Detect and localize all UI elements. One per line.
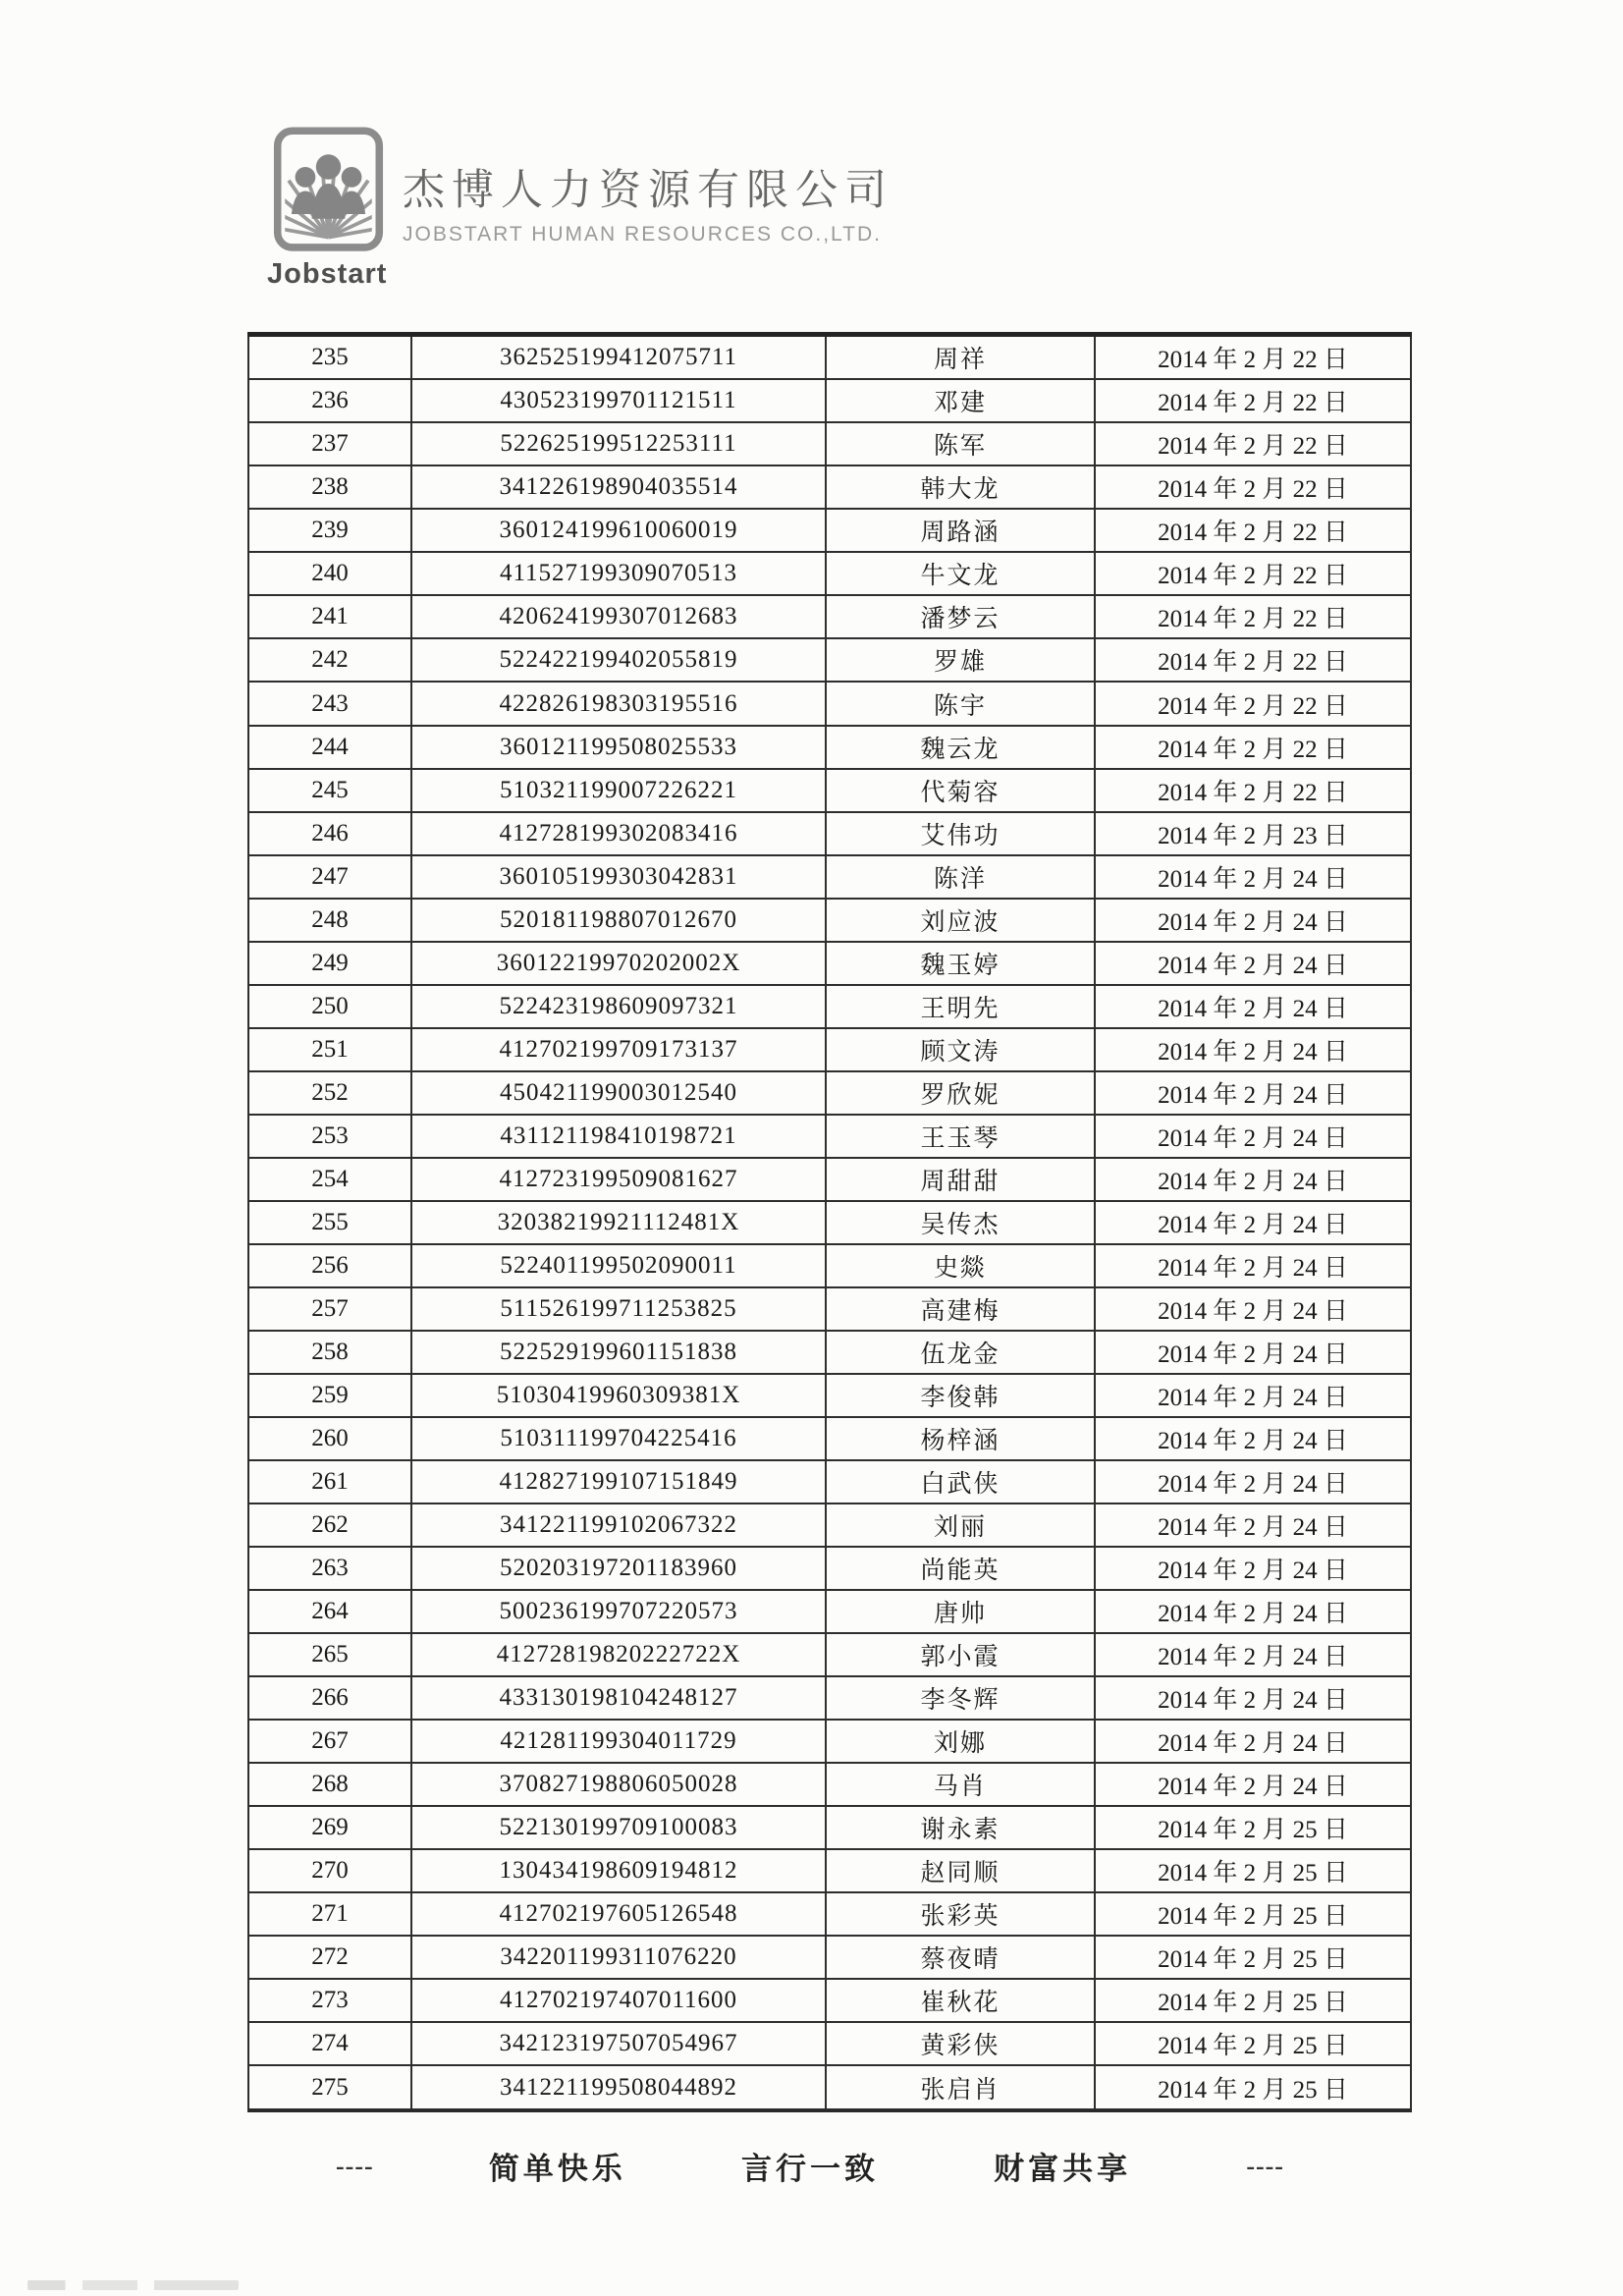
id-number-cell: 522130199709100083: [411, 1806, 826, 1849]
table-row: [248, 1417, 1411, 1460]
name-cell: 潘梦云: [826, 595, 1095, 638]
name-cell: 张彩英: [826, 1892, 1095, 1936]
id-number-cell: 433130198104248127: [411, 1676, 826, 1720]
row-number-cell: 251: [248, 1028, 411, 1071]
slogan-words-deeds: 言行一致: [740, 2152, 879, 2186]
row-number-cell: 237: [248, 422, 411, 465]
row-number-cell: 253: [248, 1115, 411, 1158]
scan-artifact: [27, 2280, 239, 2290]
table-row: [248, 1244, 1411, 1287]
id-number-cell: 341221199508044892: [411, 2065, 826, 2110]
table-row: [248, 899, 1411, 942]
id-number-cell: 522625199512253111: [411, 422, 826, 465]
jobstart-logo-icon: [273, 126, 384, 256]
row-number-cell: 243: [248, 682, 411, 725]
name-cell: 李冬辉: [826, 1676, 1095, 1720]
date-cell: 2014 年 2 月 24 日: [1095, 1720, 1411, 1763]
date-cell: 2014 年 2 月 22 日: [1095, 682, 1411, 725]
table-row: [248, 1115, 1411, 1158]
table-row: [248, 985, 1411, 1028]
row-number-cell: 267: [248, 1720, 411, 1763]
id-number-cell: 412702199709173137: [411, 1028, 826, 1071]
row-number-cell: 261: [248, 1460, 411, 1503]
row-number-cell: 256: [248, 1244, 411, 1287]
table-row: [248, 942, 1411, 985]
date-cell: 2014 年 2 月 25 日: [1095, 1979, 1411, 2022]
id-number-cell: 500236199707220573: [411, 1590, 826, 1633]
id-number-cell: 510311199704225416: [411, 1417, 826, 1460]
date-cell: 2014 年 2 月 22 日: [1095, 465, 1411, 509]
name-cell: 顾文涛: [826, 1028, 1095, 1071]
id-number-cell: 36012219970202002X: [411, 942, 826, 985]
company-name-block: [403, 157, 893, 246]
row-number-cell: 263: [248, 1547, 411, 1590]
table-row: [248, 1201, 1411, 1244]
footer-slogans: [336, 2144, 1284, 2188]
date-cell: 2014 年 2 月 22 日: [1095, 552, 1411, 595]
id-number-cell: 342201199311076220: [411, 1936, 826, 1979]
id-number-cell: 412702197605126548: [411, 1892, 826, 1936]
id-number-cell: 522423198609097321: [411, 985, 826, 1028]
row-number-cell: 248: [248, 899, 411, 942]
date-cell: 2014 年 2 月 25 日: [1095, 2065, 1411, 2110]
date-cell: 2014 年 2 月 24 日: [1095, 1763, 1411, 1806]
table-row: [248, 2022, 1411, 2065]
name-cell: 刘丽: [826, 1503, 1095, 1547]
name-cell: 王玉琴: [826, 1115, 1095, 1158]
row-number-cell: 271: [248, 1892, 411, 1936]
name-cell: 代菊容: [826, 769, 1095, 812]
name-cell: 黄彩侠: [826, 2022, 1095, 2065]
logo-wordmark: Jobstart: [267, 258, 388, 290]
name-cell: 罗雄: [826, 638, 1095, 682]
date-cell: 2014 年 2 月 22 日: [1095, 726, 1411, 769]
date-cell: 2014 年 2 月 24 日: [1095, 1374, 1411, 1417]
name-cell: 高建梅: [826, 1287, 1095, 1331]
name-cell: 王明先: [826, 985, 1095, 1028]
id-number-cell: 362525199412075711: [411, 335, 826, 380]
roster-table: [247, 332, 1402, 2112]
date-cell: 2014 年 2 月 24 日: [1095, 1287, 1411, 1331]
row-number-cell: 262: [248, 1503, 411, 1547]
id-number-cell: 422826198303195516: [411, 682, 826, 725]
date-cell: 2014 年 2 月 24 日: [1095, 985, 1411, 1028]
row-number-cell: 255: [248, 1201, 411, 1244]
roster-table-body: [248, 335, 1411, 2111]
table-row: [248, 422, 1411, 465]
table-row: [248, 1028, 1411, 1071]
name-cell: 陈宇: [826, 682, 1095, 725]
table-row: [248, 682, 1411, 725]
row-number-cell: 246: [248, 812, 411, 855]
row-number-cell: 241: [248, 595, 411, 638]
date-cell: 2014 年 2 月 24 日: [1095, 1590, 1411, 1633]
company-name-chinese: 杰博人力资源有限公司: [403, 168, 893, 214]
name-cell: 魏玉婷: [826, 942, 1095, 985]
row-number-cell: 236: [248, 379, 411, 422]
row-number-cell: 272: [248, 1936, 411, 1979]
id-number-cell: 412702197407011600: [411, 1979, 826, 2022]
name-cell: 周路涵: [826, 509, 1095, 552]
row-number-cell: 260: [248, 1417, 411, 1460]
row-number-cell: 254: [248, 1158, 411, 1201]
date-cell: 2014 年 2 月 24 日: [1095, 1201, 1411, 1244]
table-row: [248, 595, 1411, 638]
name-cell: 谢永素: [826, 1806, 1095, 1849]
name-cell: 郭小霞: [826, 1633, 1095, 1676]
table-row: [248, 1331, 1411, 1374]
company-name-english: JOBSTART HUMAN RESOURCES CO.,LTD.: [403, 223, 882, 246]
table-row: [248, 552, 1411, 595]
table-row: [248, 509, 1411, 552]
slogan-dash-left: ----: [336, 2151, 374, 2180]
date-cell: 2014 年 2 月 24 日: [1095, 1547, 1411, 1590]
id-number-cell: 412827199107151849: [411, 1460, 826, 1503]
row-number-cell: 259: [248, 1374, 411, 1417]
row-number-cell: 270: [248, 1849, 411, 1892]
date-cell: 2014 年 2 月 23 日: [1095, 812, 1411, 855]
date-cell: 2014 年 2 月 25 日: [1095, 1806, 1411, 1849]
row-number-cell: 245: [248, 769, 411, 812]
name-cell: 白武侠: [826, 1460, 1095, 1503]
id-number-cell: 411527199309070513: [411, 552, 826, 595]
table-row: [248, 1071, 1411, 1115]
company-logo: [267, 126, 390, 291]
slogan-dash-right: ----: [1246, 2151, 1284, 2180]
id-number-cell: 412728199302083416: [411, 812, 826, 855]
date-cell: 2014 年 2 月 22 日: [1095, 379, 1411, 422]
id-number-cell: 522529199601151838: [411, 1331, 826, 1374]
row-number-cell: 258: [248, 1331, 411, 1374]
name-cell: 张启肖: [826, 2065, 1095, 2110]
row-number-cell: 265: [248, 1633, 411, 1676]
table-row: [248, 1547, 1411, 1590]
id-number-cell: 511526199711253825: [411, 1287, 826, 1331]
row-number-cell: 275: [248, 2065, 411, 2110]
id-number-cell: 341226198904035514: [411, 465, 826, 509]
date-cell: 2014 年 2 月 25 日: [1095, 1849, 1411, 1892]
id-number-cell: 360124199610060019: [411, 509, 826, 552]
date-cell: 2014 年 2 月 24 日: [1095, 1115, 1411, 1158]
name-cell: 李俊韩: [826, 1374, 1095, 1417]
row-number-cell: 247: [248, 855, 411, 899]
date-cell: 2014 年 2 月 24 日: [1095, 1676, 1411, 1720]
name-cell: 蔡夜晴: [826, 1936, 1095, 1979]
table-row: [248, 1503, 1411, 1547]
row-number-cell: 238: [248, 465, 411, 509]
id-number-cell: 370827198806050028: [411, 1763, 826, 1806]
table-row: [248, 1979, 1411, 2022]
id-number-cell: 520203197201183960: [411, 1547, 826, 1590]
id-number-cell: 510321199007226221: [411, 769, 826, 812]
date-cell: 2014 年 2 月 24 日: [1095, 1244, 1411, 1287]
slogan-simple-happy: 简单快乐: [488, 2152, 626, 2186]
name-cell: 韩大龙: [826, 465, 1095, 509]
table-row: [248, 1720, 1411, 1763]
name-cell: 邓建: [826, 379, 1095, 422]
id-number-cell: 412723199509081627: [411, 1158, 826, 1201]
name-cell: 陈军: [826, 422, 1095, 465]
row-number-cell: 252: [248, 1071, 411, 1115]
id-number-cell: 341221199102067322: [411, 1503, 826, 1547]
table-row: [248, 855, 1411, 899]
name-cell: 魏云龙: [826, 726, 1095, 769]
row-number-cell: 268: [248, 1763, 411, 1806]
table-row: [248, 1590, 1411, 1633]
id-number-cell: 360121199508025533: [411, 726, 826, 769]
id-number-cell: 51030419960309381X: [411, 1374, 826, 1417]
name-cell: 罗欣妮: [826, 1071, 1095, 1115]
name-cell: 马肖: [826, 1763, 1095, 1806]
row-number-cell: 239: [248, 509, 411, 552]
id-number-cell: 41272819820222722X: [411, 1633, 826, 1676]
table-row: [248, 335, 1411, 380]
name-cell: 陈洋: [826, 855, 1095, 899]
name-cell: 史燚: [826, 1244, 1095, 1287]
row-number-cell: 240: [248, 552, 411, 595]
table-row: [248, 812, 1411, 855]
id-number-cell: 522401199502090011: [411, 1244, 826, 1287]
name-cell: 艾伟功: [826, 812, 1095, 855]
name-cell: 周祥: [826, 335, 1095, 380]
date-cell: 2014 年 2 月 24 日: [1095, 1417, 1411, 1460]
table-row: [248, 1460, 1411, 1503]
date-cell: 2014 年 2 月 22 日: [1095, 335, 1411, 380]
row-number-cell: 264: [248, 1590, 411, 1633]
table-row: [248, 638, 1411, 682]
date-cell: 2014 年 2 月 24 日: [1095, 1158, 1411, 1201]
id-number-cell: 32038219921112481X: [411, 1201, 826, 1244]
table-row: [248, 2065, 1411, 2110]
date-cell: 2014 年 2 月 24 日: [1095, 1071, 1411, 1115]
id-number-cell: 520181198807012670: [411, 899, 826, 942]
date-cell: 2014 年 2 月 24 日: [1095, 855, 1411, 899]
slogan-wealth-sharing: 财富共享: [994, 2152, 1132, 2186]
date-cell: 2014 年 2 月 22 日: [1095, 509, 1411, 552]
id-number-cell: 342123197507054967: [411, 2022, 826, 2065]
date-cell: 2014 年 2 月 24 日: [1095, 1633, 1411, 1676]
table-row: [248, 1158, 1411, 1201]
table-row: [248, 465, 1411, 509]
date-cell: 2014 年 2 月 24 日: [1095, 899, 1411, 942]
row-number-cell: 249: [248, 942, 411, 985]
table-row: [248, 1892, 1411, 1936]
row-number-cell: 266: [248, 1676, 411, 1720]
name-cell: 崔秋花: [826, 1979, 1095, 2022]
row-number-cell: 242: [248, 638, 411, 682]
date-cell: 2014 年 2 月 24 日: [1095, 942, 1411, 985]
date-cell: 2014 年 2 月 24 日: [1095, 1331, 1411, 1374]
id-number-cell: 522422199402055819: [411, 638, 826, 682]
row-number-cell: 235: [248, 335, 411, 380]
name-cell: 牛文龙: [826, 552, 1095, 595]
table-row: [248, 1763, 1411, 1806]
table-row: [248, 726, 1411, 769]
date-cell: 2014 年 2 月 22 日: [1095, 422, 1411, 465]
table-row: [248, 1806, 1411, 1849]
id-number-cell: 431121198410198721: [411, 1115, 826, 1158]
name-cell: 吴传杰: [826, 1201, 1095, 1244]
table-row: [248, 379, 1411, 422]
name-cell: 唐帅: [826, 1590, 1095, 1633]
id-number-cell: 421281199304011729: [411, 1720, 826, 1763]
table-row: [248, 1849, 1411, 1892]
id-number-cell: 450421199003012540: [411, 1071, 826, 1115]
date-cell: 2014 年 2 月 22 日: [1095, 769, 1411, 812]
date-cell: 2014 年 2 月 22 日: [1095, 638, 1411, 682]
date-cell: 2014 年 2 月 22 日: [1095, 595, 1411, 638]
name-cell: 周甜甜: [826, 1158, 1095, 1201]
date-cell: 2014 年 2 月 25 日: [1095, 2022, 1411, 2065]
id-number-cell: 130434198609194812: [411, 1849, 826, 1892]
table-row: [248, 1287, 1411, 1331]
table-row: [248, 1374, 1411, 1417]
table-row: [248, 1633, 1411, 1676]
id-number-cell: 420624199307012683: [411, 595, 826, 638]
row-number-cell: 250: [248, 985, 411, 1028]
name-cell: 刘应波: [826, 899, 1095, 942]
id-number-cell: 430523199701121511: [411, 379, 826, 422]
date-cell: 2014 年 2 月 25 日: [1095, 1936, 1411, 1979]
name-cell: 刘娜: [826, 1720, 1095, 1763]
date-cell: 2014 年 2 月 24 日: [1095, 1028, 1411, 1071]
row-number-cell: 274: [248, 2022, 411, 2065]
row-number-cell: 269: [248, 1806, 411, 1849]
date-cell: 2014 年 2 月 24 日: [1095, 1503, 1411, 1547]
date-cell: 2014 年 2 月 24 日: [1095, 1460, 1411, 1503]
table-row: [248, 769, 1411, 812]
row-number-cell: 257: [248, 1287, 411, 1331]
table-row: [248, 1676, 1411, 1720]
name-cell: 尚能英: [826, 1547, 1095, 1590]
name-cell: 杨梓涵: [826, 1417, 1095, 1460]
id-number-cell: 360105199303042831: [411, 855, 826, 899]
row-number-cell: 273: [248, 1979, 411, 2022]
name-cell: 伍龙金: [826, 1331, 1095, 1374]
date-cell: 2014 年 2 月 25 日: [1095, 1892, 1411, 1936]
row-number-cell: 244: [248, 726, 411, 769]
table-row: [248, 1936, 1411, 1979]
name-cell: 赵同顺: [826, 1849, 1095, 1892]
